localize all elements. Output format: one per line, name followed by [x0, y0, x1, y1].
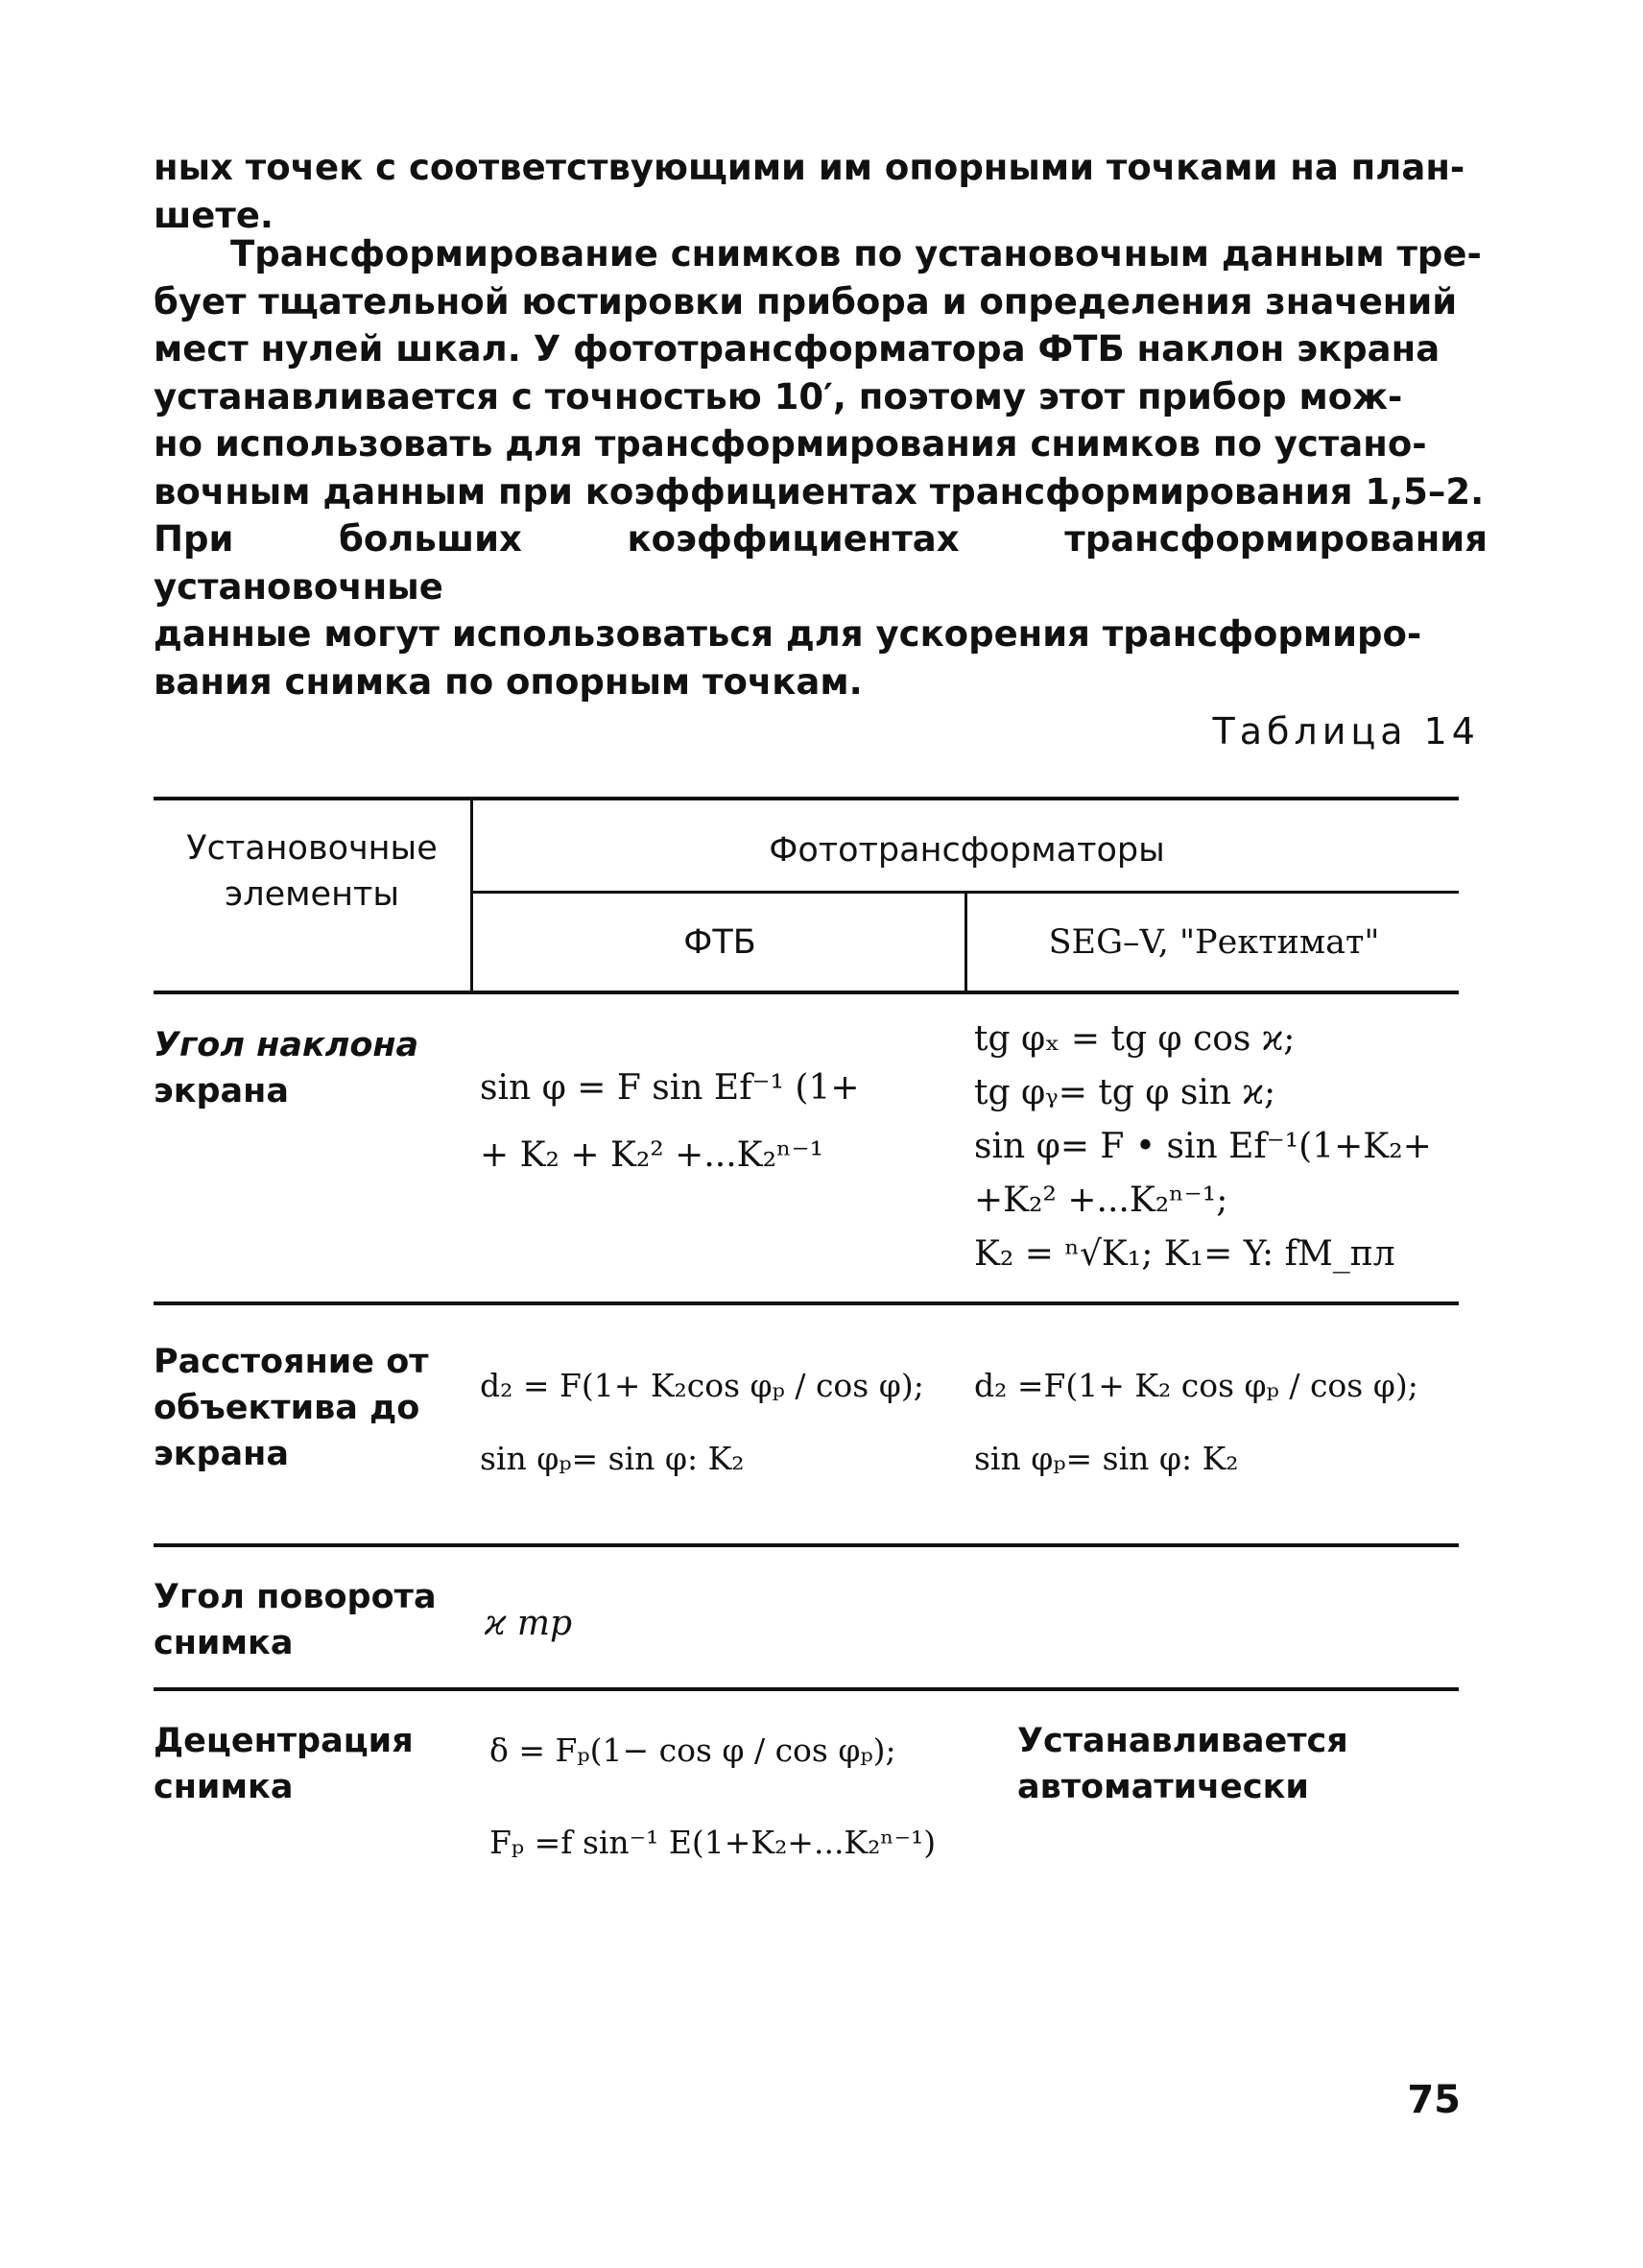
header-col-seg: SEG–V, "Ректимат": [1048, 923, 1380, 962]
text-line: устанавливается с точностью 10′, поэтому этот прибор мож-: [154, 375, 1403, 418]
row-label-decentration: Децентрация снимка: [154, 1722, 414, 1806]
header-vline-1: [470, 797, 473, 992]
text-line: данные могут использоваться для ускорения трансформиро-: [154, 613, 1422, 655]
formula-seg-tilt: tg φₓ = tg φ cos ϰ; tg φᵧ= tg φ sin ϰ; sin φ= F • sin Ef⁻¹(1+K₂+ +K₂² +...K₂ⁿ⁻¹; K₂ = ⁿ√K₁; K₁= Y: fM_пл: [974, 1019, 1432, 1274]
text-line: вания снимка по опорным точкам.: [154, 660, 863, 703]
formula-seg-distance: d₂ =F(1+ K₂ cos φₚ / cos φ); sin φₚ= sin φ: K₂: [974, 1367, 1418, 1477]
formula-ftb-rotation: ϰ тр: [485, 1604, 573, 1643]
paragraph-main: [154, 230, 1488, 705]
header-vline-2: [964, 891, 967, 992]
text-line: Трансформирование снимков по установочным данным тре-: [230, 233, 1482, 275]
header-group: Фототрансформаторы: [769, 831, 1165, 870]
table-top-rule: [154, 797, 1459, 800]
row-label-rotation: Угол поворота снимка: [154, 1578, 437, 1662]
seg-decentration-note: Устанавливается автоматически: [1017, 1722, 1348, 1806]
row-label-distance: Расстояние от объектива до экрана: [154, 1343, 429, 1473]
text-line: но использовать для трансформирования снимков по устано-: [154, 423, 1427, 465]
row-rule-3: [154, 1687, 1459, 1691]
text-line: бует тщательной юстировки прибора и определения значений: [154, 280, 1458, 322]
row-label-tilt: Угол наклона экрана: [154, 1026, 419, 1110]
text-line: шете.: [154, 194, 274, 236]
row-rule-1: [154, 1301, 1459, 1305]
text-line: мест нулей шкал. У фототрансформатора ФТБ наклон экрана: [154, 328, 1441, 370]
header-bottom-rule: [154, 991, 1459, 994]
formula-ftb-tilt: sin φ = F sin Ef⁻¹ (1+ + K₂ + K₂² +...K₂ⁿ⁻¹: [480, 1068, 860, 1175]
table-caption: Таблица 14: [1212, 710, 1480, 752]
row-rule-2: [154, 1543, 1459, 1547]
text-line: ных точек с соответствующими им опорными точками на план-: [154, 147, 1465, 188]
formula-ftb-decentration: δ = Fₚ(1− cos φ / cos φₚ); Fₚ =f sin⁻¹ E(1+K₂+...K₂ⁿ⁻¹): [489, 1731, 937, 1861]
formula-ftb-distance: d₂ = F(1+ K₂cos φₚ / cos φ); sin φₚ= sin φ: K₂: [480, 1367, 924, 1477]
header-col-elements: Установочные элементы: [186, 829, 438, 914]
page-number: 75: [1407, 2078, 1461, 2122]
text-line: При больших коэффициентах трансформирования установочные: [154, 518, 1488, 608]
text-line: вочным данным при коэффициентах трансформирования 1,5–2.: [154, 470, 1485, 513]
header-col-ftb: ФТБ: [683, 923, 756, 962]
paragraph-continuation: [154, 144, 1488, 239]
